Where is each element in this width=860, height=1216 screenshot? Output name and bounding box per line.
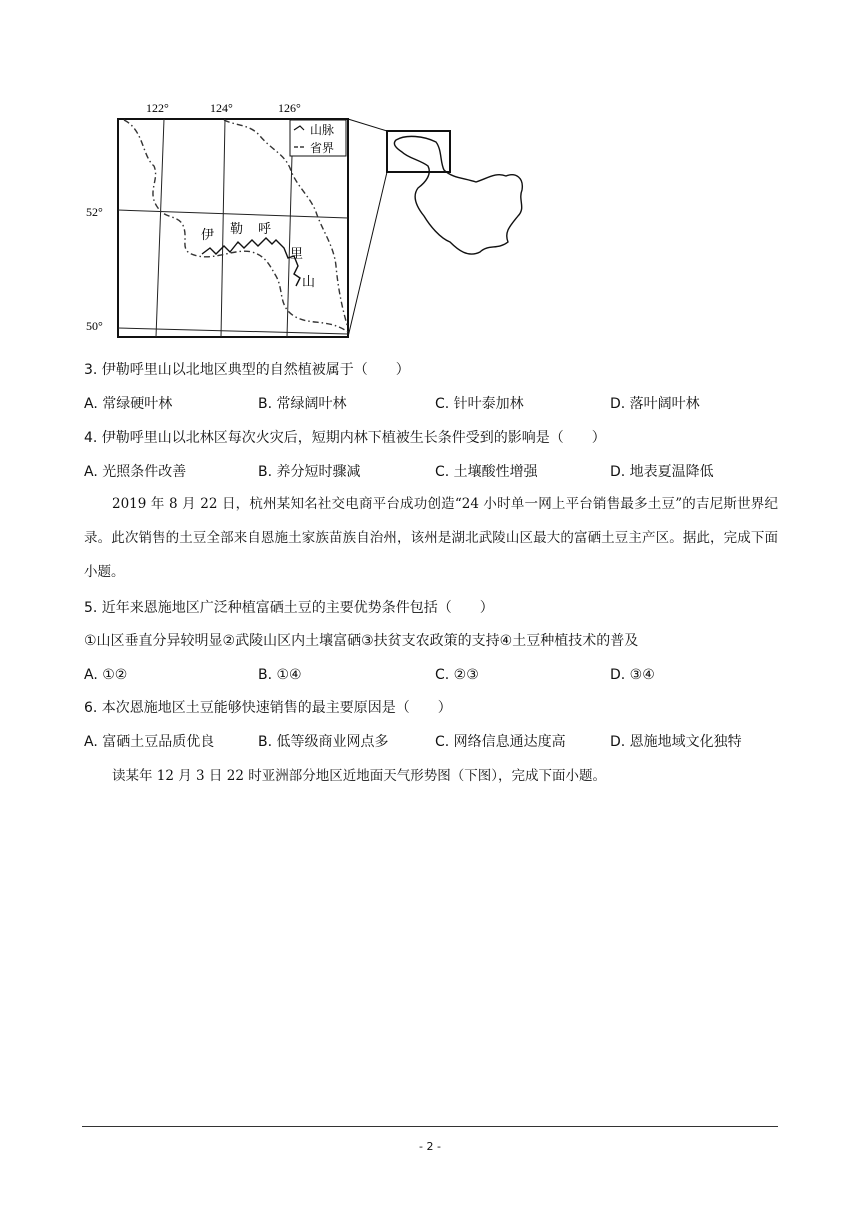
question-6-stem: 6. 本次恩施地区土豆能够快速销售的最主要原因是（ ）	[84, 700, 452, 716]
lon-label-126: 126°	[278, 101, 301, 115]
footer-divider	[82, 1126, 778, 1127]
question-3-stem: 3. 伊勒呼里山以北地区典型的自然植被属于（ ）	[84, 362, 410, 378]
inset-province-outline	[394, 136, 522, 254]
q4-option-d[interactable]: D. 地表夏温降低	[610, 464, 714, 480]
legend-mountain-label: 山脉	[310, 123, 335, 137]
inset-connector-top	[348, 119, 387, 131]
mountain-char-1: 伊	[201, 228, 215, 243]
parallel-52	[118, 210, 348, 218]
lon-label-124: 124°	[210, 101, 233, 115]
parallel-50	[118, 328, 348, 334]
question-4-stem: 4. 伊勒呼里山以北林区每次火灾后，短期内林下植被生长条件受到的影响是（ ）	[84, 430, 606, 446]
lat-label-52: 52°	[86, 205, 103, 219]
q3-option-b[interactable]: B. 常绿阔叶林	[258, 396, 347, 412]
q5-option-c[interactable]: C. ②③	[435, 667, 479, 683]
q3-option-d[interactable]: D. 落叶阔叶林	[610, 396, 700, 412]
mountain-char-5: 山	[302, 275, 316, 290]
q5-option-d[interactable]: D. ③④	[610, 667, 655, 683]
lon-label-122: 122°	[146, 101, 169, 115]
closing-instruction: 读某年 12 月 3 日 22 时亚洲部分地区近地面天气形势图（下图），完成下面小题。	[112, 768, 606, 784]
q6-option-d[interactable]: D. 恩施地域文化独特	[610, 734, 742, 750]
page-number: - 2 -	[419, 1140, 441, 1153]
q6-option-b[interactable]: B. 低等级商业网点多	[258, 734, 389, 750]
q3-option-c[interactable]: C. 针叶泰加林	[435, 396, 524, 412]
meridian-124	[221, 119, 225, 337]
q6-option-a[interactable]: A. 富硒土豆品质优良	[84, 734, 215, 750]
mountain-char-4: 里	[290, 247, 304, 262]
question-5-stem: 5. 近年来恩施地区广泛种植富硒土豆的主要优势条件包括（ ）	[84, 600, 494, 616]
q5-option-b[interactable]: B. ①④	[258, 667, 302, 683]
region-map-figure	[84, 96, 534, 346]
q4-option-a[interactable]: A. 光照条件改善	[84, 464, 187, 480]
mountain-char-2: 勒	[230, 222, 244, 237]
mountain-range-line	[202, 238, 300, 286]
question-5-conditions: ①山区垂直分异较明显②武陵山区内土壤富硒③扶贫支农政策的支持④土豆种植技术的普及	[84, 633, 639, 649]
mountain-char-3: 呼	[258, 222, 272, 237]
q4-option-c[interactable]: C. 土壤酸性增强	[435, 464, 538, 480]
meridian-122	[156, 119, 164, 337]
passage-paragraph	[84, 487, 778, 589]
q4-option-b[interactable]: B. 养分短时骤减	[258, 464, 361, 480]
q6-option-c[interactable]: C. 网络信息通达度高	[435, 734, 566, 750]
legend-border-label: 省界	[310, 141, 335, 155]
q5-option-a[interactable]: A. ①②	[84, 667, 128, 683]
region-map-svg	[84, 96, 534, 346]
q3-option-a[interactable]: A. 常绿硬叶林	[84, 396, 173, 412]
passage-text: 2019 年 8 月 22 日，杭州某知名社交电商平台成功创造“24 小时单一网上平台销售最多土豆”的吉尼斯世界纪录。此次销售的土豆全部来自恩施土家族苗族自治州，该州是湖北武陵山区最大的富硒土豆主产区。据此，完成下面小题。	[84, 496, 778, 580]
inset-connector-bottom	[348, 172, 387, 337]
lat-label-50: 50°	[86, 319, 103, 333]
